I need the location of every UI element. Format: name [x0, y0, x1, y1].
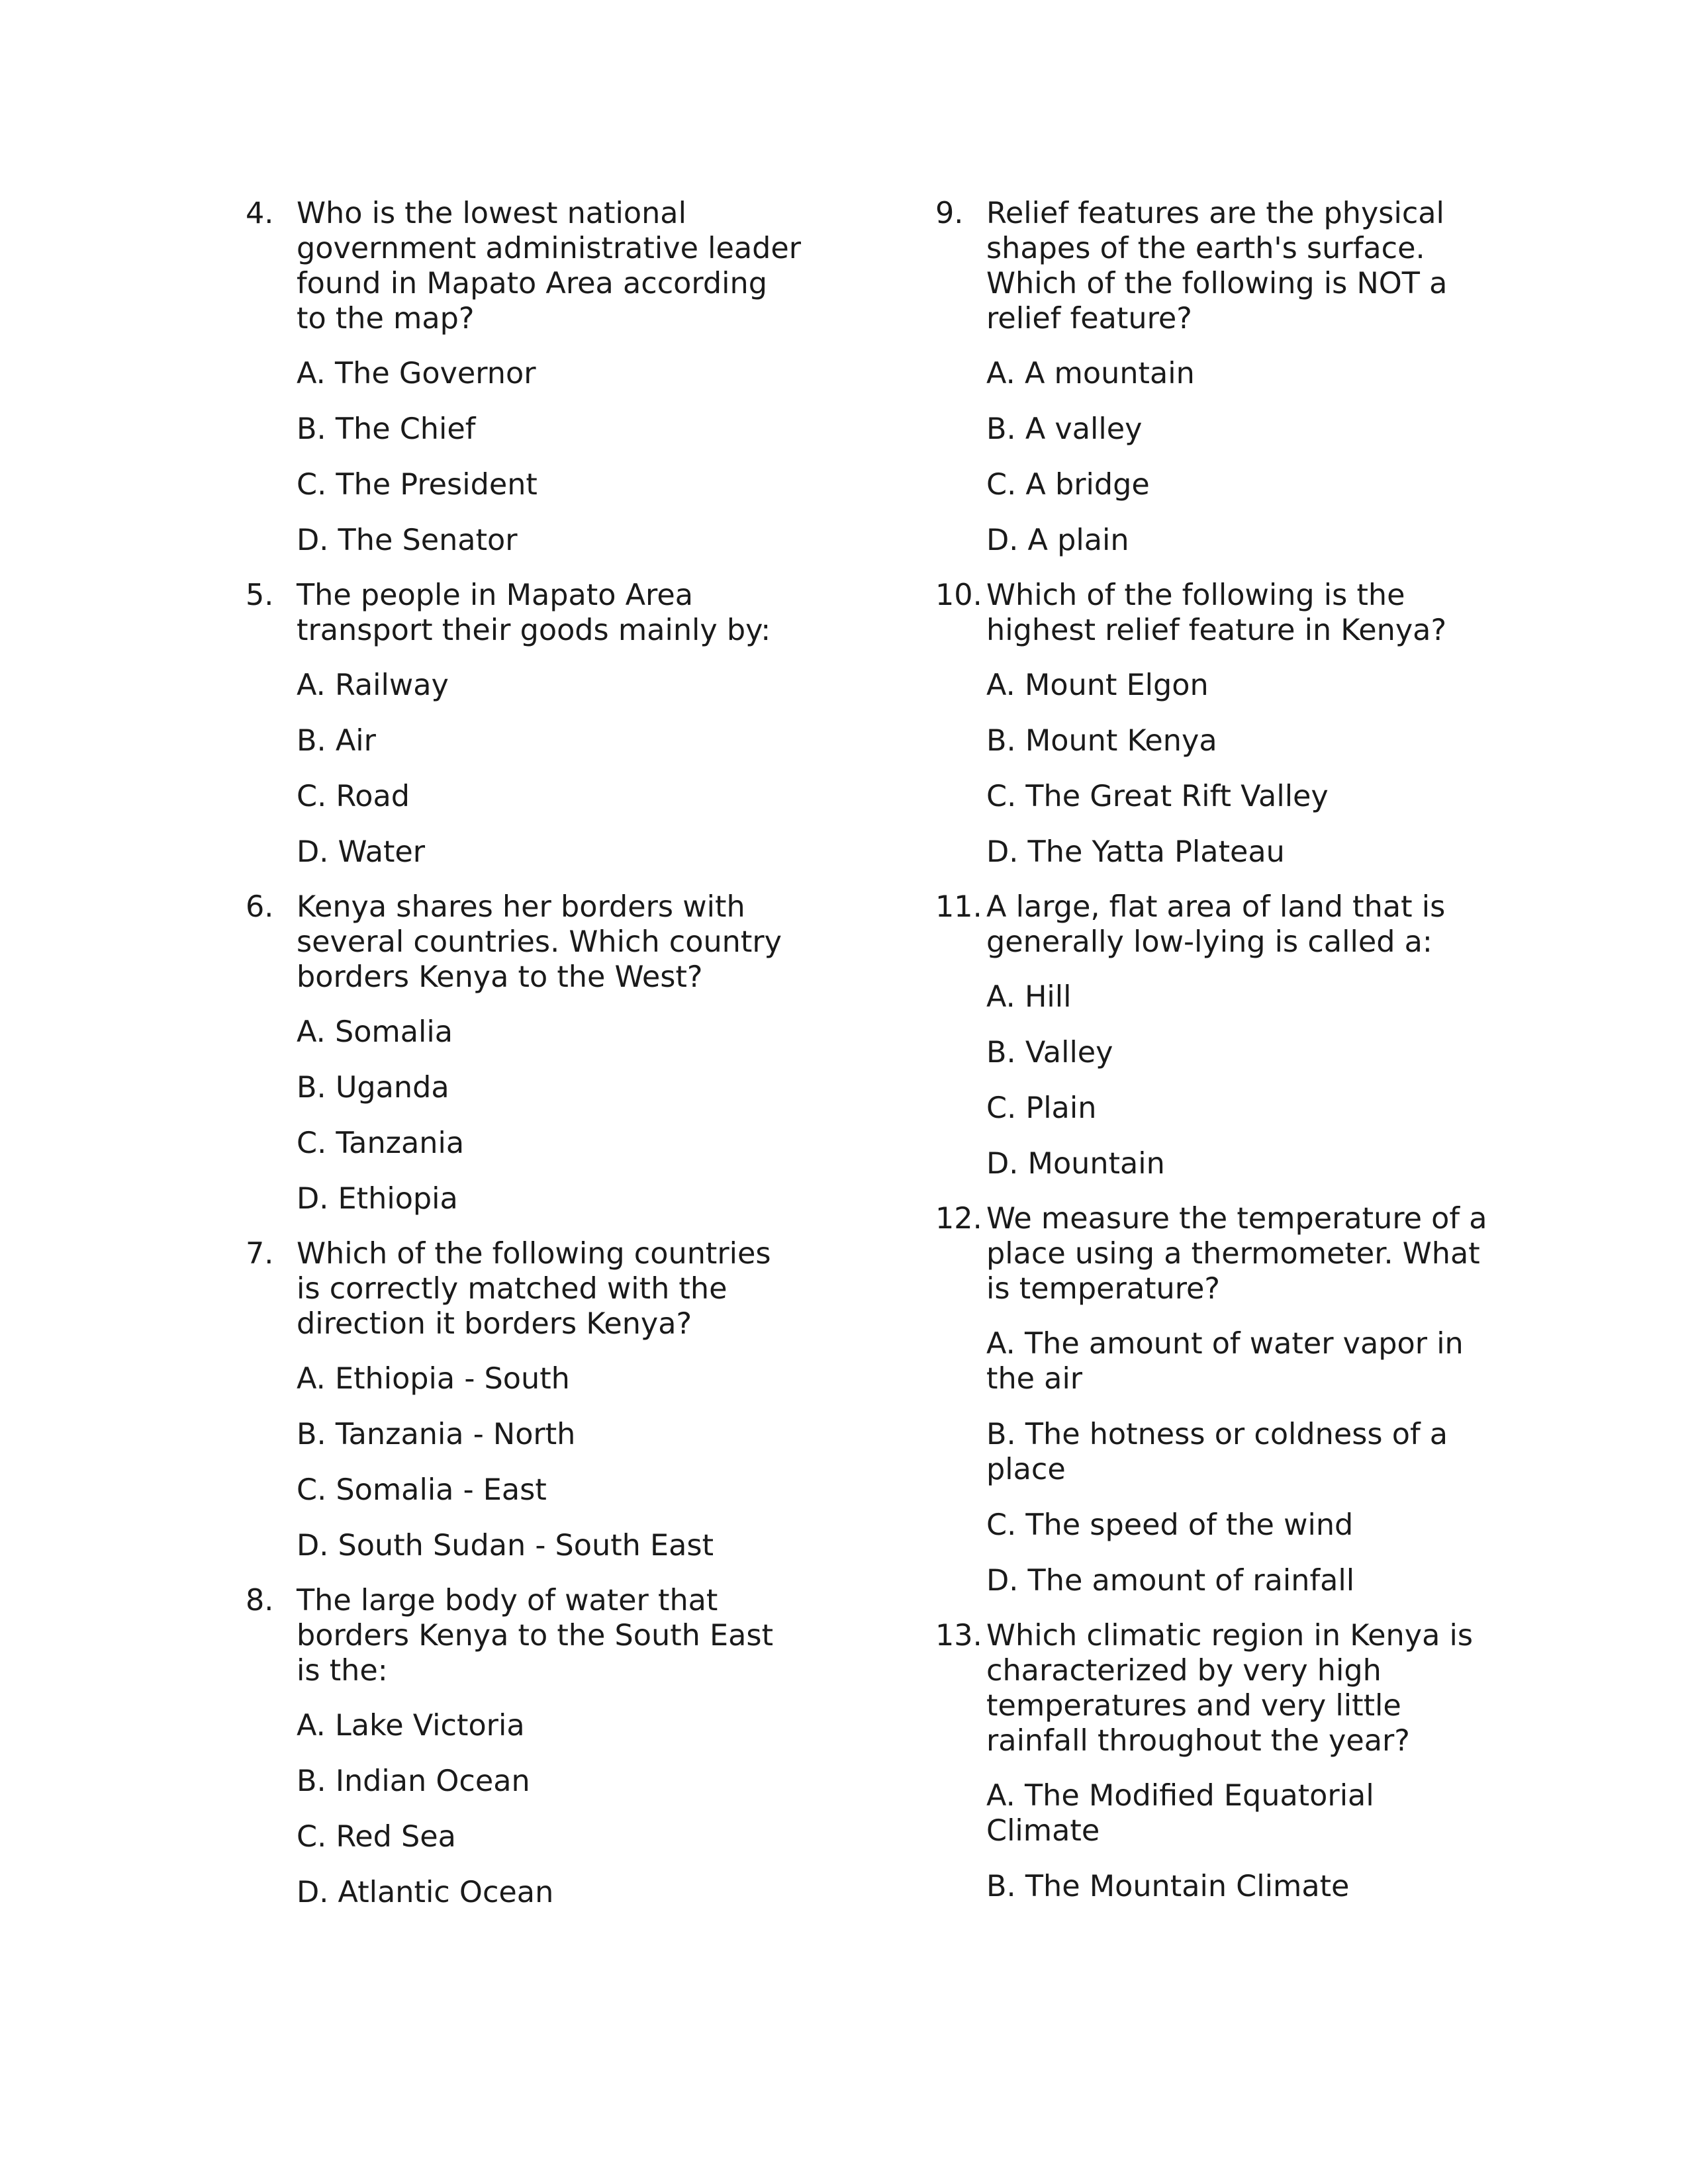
option-a: A. The Modified Equatorial Climate — [986, 1779, 1374, 1848]
question-text: The large body of water that borders Kenya to the South East is the: — [297, 1584, 774, 1688]
option-a: A. A mountain — [986, 357, 1195, 390]
option-b: B. Indian Ocean — [297, 1764, 530, 1798]
question-9 — [935, 196, 1491, 558]
left-column — [246, 196, 802, 1930]
question-text: Which of the following is the highest relief feature in Kenya? — [986, 578, 1447, 647]
option-c: C. The President — [297, 468, 538, 502]
option-c: C. Tanzania — [297, 1126, 465, 1160]
option-b: B. Air — [297, 724, 376, 758]
question-11 — [935, 889, 1491, 1181]
question-number: 9. — [935, 197, 964, 230]
question-7 — [246, 1236, 802, 1563]
question-text: The people in Mapato Area transport their goods mainly by: — [297, 578, 771, 647]
option-b: B. Mount Kenya — [986, 724, 1217, 758]
option-d: D. Water — [297, 835, 426, 869]
question-12 — [935, 1201, 1491, 1598]
answer-options — [986, 1326, 1491, 1598]
answer-options — [297, 356, 802, 558]
question-stem — [246, 578, 802, 648]
option-b: B. Tanzania - North — [297, 1418, 576, 1451]
answer-options — [297, 1708, 802, 1910]
option-b: B. The hotness or coldness of a place — [986, 1418, 1448, 1486]
option-d: D. Ethiopia — [297, 1182, 458, 1216]
answer-options — [297, 1015, 802, 1216]
question-5 — [246, 578, 802, 870]
option-b: B. Valley — [986, 1036, 1113, 1069]
answer-options — [297, 668, 802, 870]
question-text: Relief features are the physical shapes of the earth's surface. Which of the following is NOT a relief feature? — [986, 197, 1448, 336]
option-a: A. The amount of water vapor in the air — [986, 1327, 1464, 1396]
option-b: B. Uganda — [297, 1071, 449, 1105]
question-number: 12. — [935, 1202, 982, 1236]
option-c: C. A bridge — [986, 468, 1150, 502]
option-a: A. Mount Elgon — [986, 668, 1209, 702]
option-c: C. The speed of the wind — [986, 1508, 1354, 1542]
question-number: 13. — [935, 1619, 982, 1653]
right-column — [935, 196, 1491, 1924]
option-d: D. Atlantic Ocean — [297, 1876, 554, 1909]
question-text: Kenya shares her borders with several countries. Which country borders Kenya to the West? — [297, 890, 782, 994]
answer-options — [986, 979, 1491, 1181]
option-d: D. The Senator — [297, 523, 518, 557]
option-d: D. South Sudan - South East — [297, 1529, 714, 1563]
option-c: C. The Great Rift Valley — [986, 780, 1329, 813]
question-stem — [935, 196, 1491, 336]
question-6 — [246, 889, 802, 1216]
option-c: C. Plain — [986, 1091, 1097, 1125]
option-d: D. Mountain — [986, 1147, 1165, 1181]
question-stem — [935, 578, 1491, 648]
question-number: 6. — [246, 890, 274, 924]
answer-options — [986, 356, 1491, 558]
question-text: A large, flat area of land that is generally low-lying is called a: — [986, 890, 1446, 959]
question-number: 4. — [246, 197, 274, 230]
question-number: 5. — [246, 578, 274, 612]
option-b: B. The Chief — [297, 412, 476, 446]
option-c: C. Red Sea — [297, 1820, 456, 1854]
question-stem — [935, 1618, 1491, 1758]
question-number: 11. — [935, 890, 982, 924]
option-d: D. The amount of rainfall — [986, 1564, 1355, 1598]
option-b: B. The Mountain Climate — [986, 1870, 1350, 1903]
option-d: D. The Yatta Plateau — [986, 835, 1285, 869]
question-stem — [246, 1583, 802, 1688]
question-text: Which of the following countries is correctly matched with the direction it borders Kenya? — [297, 1237, 771, 1341]
question-number: 7. — [246, 1237, 274, 1271]
question-number: 10. — [935, 578, 982, 612]
option-a: A. Hill — [986, 980, 1072, 1014]
option-a: A. Ethiopia - South — [297, 1362, 570, 1396]
option-b: B. A valley — [986, 412, 1143, 446]
question-13 — [935, 1618, 1491, 1904]
option-a: A. Lake Victoria — [297, 1709, 525, 1743]
answer-options — [297, 1361, 802, 1563]
option-a: A. Somalia — [297, 1015, 453, 1049]
question-stem — [935, 889, 1491, 960]
option-a: A. The Governor — [297, 357, 536, 390]
question-stem — [246, 1236, 802, 1342]
question-text: We measure the temperature of a place using a thermometer. What is temperature? — [986, 1202, 1487, 1306]
answer-options — [986, 1778, 1491, 1904]
option-c: C. Somalia - East — [297, 1473, 547, 1507]
question-10 — [935, 578, 1491, 870]
option-d: D. A plain — [986, 523, 1129, 557]
option-a: A. Railway — [297, 668, 449, 702]
question-8 — [246, 1583, 802, 1910]
question-stem — [246, 196, 802, 336]
question-stem — [246, 889, 802, 995]
question-text: Which climatic region in Kenya is characterized by very high temperatures and very little rainfall throughout the year? — [986, 1619, 1474, 1758]
question-4 — [246, 196, 802, 558]
question-number: 8. — [246, 1584, 274, 1617]
option-c: C. Road — [297, 780, 410, 813]
question-stem — [935, 1201, 1491, 1306]
question-text: Who is the lowest national government administrative leader found in Mapato Area according to the map? — [297, 197, 802, 336]
answer-options — [986, 668, 1491, 870]
